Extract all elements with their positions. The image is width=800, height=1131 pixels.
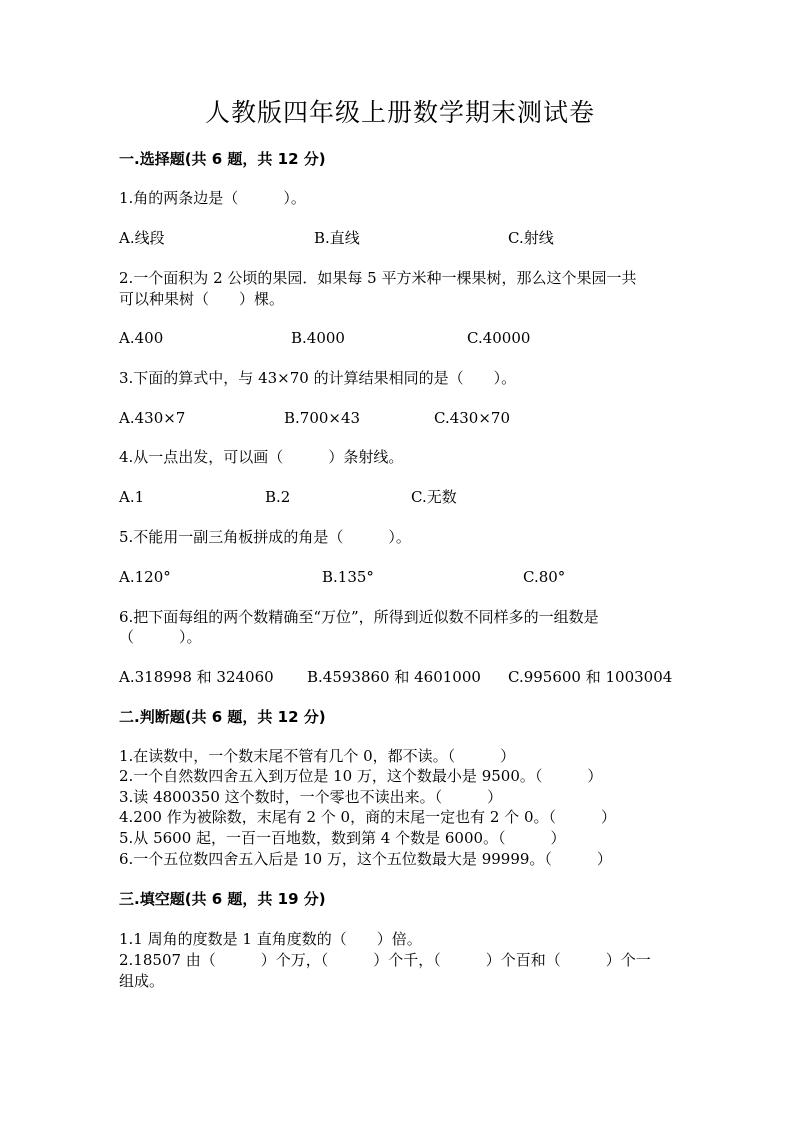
fill-item: 组成。 [119,972,165,990]
option-c: C.430×70 [434,409,510,427]
question-text: 可以种果树（ ）棵。 [119,290,285,308]
judgment-item: 5.从 5600 起，一百一百地数，数到第 4 个数是 6000。（ ） [119,829,566,847]
section-heading-choice: 一.选择题(共 6 题，共 12 分) [119,150,326,168]
option-a: A.线段 [119,229,165,247]
fill-item: 1.1 周角的度数是 1 直角度数的（ ）倍。 [119,930,422,948]
option-b: B.135° [322,568,374,586]
option-b: B.2 [265,488,291,506]
judgment-item: 4.200 作为被除数，末尾有 2 个 0，商的末尾一定也有 2 个 0。（ ） [119,808,616,826]
judgment-item: 3.读 4800350 这个数时，一个零也不读出来。（ ） [119,788,503,806]
question-text: 5.不能用一副三角板拼成的角是（ ）。 [119,528,411,546]
option-c: C.995600 和 1003004 [508,668,673,686]
judgment-item: 6.一个五位数四舍五入后是 10 万，这个五位数最大是 99999。（ ） [119,850,612,868]
option-b: B.700×43 [284,409,361,427]
option-a: A.400 [119,329,164,347]
option-b: B.直线 [314,229,360,247]
option-c: C.无数 [411,488,457,506]
fill-item: 2.18507 由（ ）个万，（ ）个千，（ ）个百和（ ）个一 [119,951,651,969]
judgment-item: 1.在读数中，一个数末尾不管有几个 0，都不读。（ ） [119,747,516,765]
page-title: 人教版四年级上册数学期末测试卷 [204,98,595,127]
question-text: 4.从一点出发，可以画（ ）条射线。 [119,448,404,466]
option-b: B.4000 [291,329,345,347]
question-text: 1.角的两条边是（ ）。 [119,189,306,207]
question-text: 3.下面的算式中，与 43×70 的计算结果相同的是（ ）。 [119,369,517,387]
question-text: 2.一个面积为 2 公顷的果园．如果每 5 平方米种一棵果树，那么这个果园一共 [119,269,637,287]
option-a: A.120° [119,568,171,586]
judgment-item: 2.一个自然数四舍五入到万位是 10 万，这个数最小是 9500。（ ） [119,767,603,785]
question-text: （ ）。 [119,628,202,646]
option-a: A.1 [119,488,145,506]
option-a: A.318998 和 324060 [119,668,274,686]
option-c: C.40000 [467,329,531,347]
section-heading-fill-in: 三.填空题(共 6 题，共 19 分) [119,890,326,908]
option-c: C.80° [523,568,566,586]
option-b: B.4593860 和 4601000 [307,668,481,686]
option-c: C.射线 [508,229,554,247]
option-a: A.430×7 [119,409,186,427]
section-heading-judgment: 二.判断题(共 6 题，共 12 分) [119,708,326,726]
question-text: 6.把下面每组的两个数精确至“万位”，所得到近似数不同样多的一组数是 [119,608,599,626]
